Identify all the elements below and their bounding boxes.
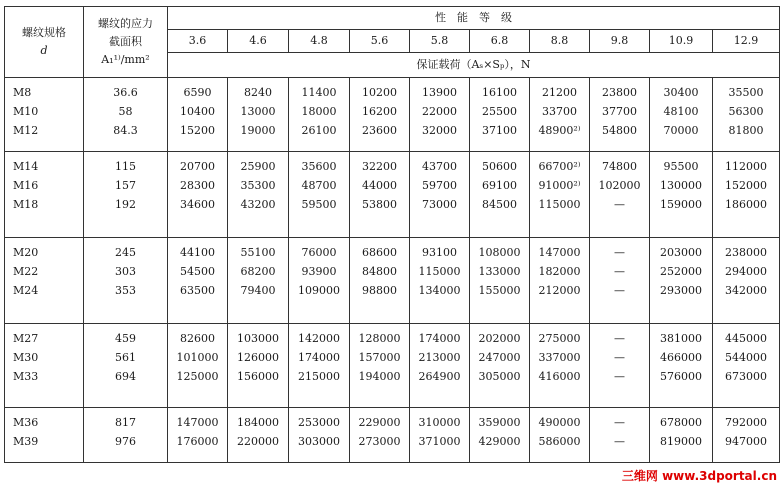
load-value: — bbox=[614, 370, 625, 383]
load-value: 32200 bbox=[362, 160, 397, 173]
load-value: 25900 bbox=[240, 160, 276, 173]
load-cell bbox=[410, 408, 470, 463]
load-value: 792000 bbox=[725, 416, 768, 429]
load-value: 174000 bbox=[418, 332, 461, 345]
load-cell bbox=[168, 238, 228, 324]
load-value: 220000 bbox=[237, 435, 279, 448]
load-value: 79400 bbox=[240, 284, 276, 297]
grade-cell: 4.6 bbox=[228, 30, 289, 53]
row-group bbox=[5, 152, 780, 238]
load-value: 238000 bbox=[725, 246, 768, 259]
load-value: 155000 bbox=[478, 284, 521, 297]
area-value: 817 bbox=[115, 416, 136, 429]
spec-value: M14 bbox=[13, 160, 39, 173]
load-value: 147000 bbox=[538, 246, 581, 259]
row-group bbox=[5, 78, 780, 152]
load-cell bbox=[289, 238, 350, 324]
load-value: 115000 bbox=[418, 265, 461, 278]
area-cell bbox=[84, 152, 168, 238]
load-value: 81800 bbox=[728, 124, 764, 137]
spec-value: M24 bbox=[13, 284, 39, 297]
load-value: 19000 bbox=[240, 124, 276, 137]
load-cell bbox=[530, 78, 590, 152]
load-value: 819000 bbox=[660, 435, 702, 448]
load-cell bbox=[410, 152, 470, 238]
load-cell bbox=[530, 238, 590, 324]
load-cell bbox=[350, 324, 410, 408]
load-cell bbox=[470, 152, 530, 238]
load-value: — bbox=[614, 265, 625, 278]
load-value: 371000 bbox=[418, 435, 461, 448]
bolt-proof-load-table bbox=[4, 6, 780, 463]
load-value: 54500 bbox=[180, 265, 215, 278]
load-cell bbox=[470, 408, 530, 463]
area-value: 303 bbox=[115, 265, 136, 278]
spec-header-cell bbox=[5, 7, 84, 78]
load-value: 176000 bbox=[176, 435, 219, 448]
spec-value: M36 bbox=[13, 416, 39, 429]
area-value: 84.3 bbox=[113, 124, 138, 137]
load-cell bbox=[470, 78, 530, 152]
load-cell bbox=[470, 324, 530, 408]
load-cell bbox=[289, 324, 350, 408]
spec-value: M16 bbox=[13, 179, 39, 192]
load-value: 59700 bbox=[422, 179, 457, 192]
load-value: 359000 bbox=[478, 416, 521, 429]
grade-cell: 4.8 bbox=[289, 30, 350, 53]
load-value: 678000 bbox=[660, 416, 702, 429]
load-value: 174000 bbox=[298, 351, 340, 364]
spec-cell bbox=[5, 78, 84, 152]
load-value: 466000 bbox=[660, 351, 702, 364]
load-value: 6590 bbox=[183, 86, 212, 99]
area-cell bbox=[84, 238, 168, 324]
load-value: 35600 bbox=[301, 160, 337, 173]
load-value: 337000 bbox=[538, 351, 581, 364]
load-cell bbox=[410, 78, 470, 152]
row-group bbox=[5, 324, 780, 408]
area-value: 115 bbox=[115, 160, 136, 173]
load-cell bbox=[350, 152, 410, 238]
load-value: 253000 bbox=[298, 416, 340, 429]
load-value: 203000 bbox=[660, 246, 702, 259]
grade-cell: 3.6 bbox=[168, 30, 228, 53]
load-value: — bbox=[614, 435, 625, 448]
grade-cell: 5.6 bbox=[350, 30, 410, 53]
load-value: 184000 bbox=[237, 416, 279, 429]
load-cell bbox=[289, 78, 350, 152]
load-value: 673000 bbox=[725, 370, 768, 383]
area-value: 245 bbox=[115, 246, 136, 259]
load-value: 48100 bbox=[663, 105, 699, 118]
area-header-unit: A₁¹⁾/mm² bbox=[101, 53, 150, 66]
load-cell bbox=[228, 152, 289, 238]
load-cell bbox=[228, 324, 289, 408]
load-value: 429000 bbox=[478, 435, 521, 448]
load-cell bbox=[590, 408, 650, 463]
load-value: — bbox=[614, 284, 625, 297]
load-value: 13000 bbox=[240, 105, 276, 118]
grade-cell: 9.8 bbox=[590, 30, 650, 53]
load-cell bbox=[350, 408, 410, 463]
area-value: 58 bbox=[118, 105, 133, 118]
load-value: 35500 bbox=[728, 86, 764, 99]
load-value: 576000 bbox=[660, 370, 702, 383]
load-cell bbox=[530, 152, 590, 238]
load-cell bbox=[228, 408, 289, 463]
load-value: 213000 bbox=[418, 351, 461, 364]
spec-cell bbox=[5, 152, 84, 238]
load-value: 8240 bbox=[244, 86, 272, 99]
load-value: 109000 bbox=[298, 284, 340, 297]
load-cell bbox=[650, 152, 713, 238]
header-row-1 bbox=[5, 7, 780, 30]
load-value: 381000 bbox=[660, 332, 702, 345]
load-value: 43700 bbox=[422, 160, 457, 173]
load-value: 26100 bbox=[301, 124, 337, 137]
watermark-logo: 三维网 www.3dportal.cn bbox=[621, 469, 777, 483]
area-cell bbox=[84, 324, 168, 408]
load-cell bbox=[650, 324, 713, 408]
load-cell bbox=[650, 238, 713, 324]
load-cell bbox=[470, 238, 530, 324]
load-value: 82600 bbox=[180, 332, 215, 345]
area-cell bbox=[84, 78, 168, 152]
area-value: 459 bbox=[115, 332, 136, 345]
spec-cell bbox=[5, 238, 84, 324]
load-value: 18000 bbox=[301, 105, 337, 118]
area-header-title-1: 螺纹的应力 bbox=[98, 17, 153, 30]
load-value: 48900²⁾ bbox=[538, 124, 581, 137]
load-value: 126000 bbox=[237, 351, 279, 364]
area-value: 694 bbox=[115, 370, 136, 383]
load-cell bbox=[410, 324, 470, 408]
load-cell bbox=[228, 238, 289, 324]
load-value: 247000 bbox=[478, 351, 521, 364]
spec-cell bbox=[5, 408, 84, 463]
load-value: 202000 bbox=[478, 332, 521, 345]
area-value: 36.6 bbox=[113, 86, 138, 99]
load-value: 186000 bbox=[725, 198, 768, 211]
grade-cell: 10.9 bbox=[650, 30, 713, 53]
load-cell bbox=[168, 152, 228, 238]
load-value: 128000 bbox=[358, 332, 401, 345]
load-value: 70000 bbox=[663, 124, 699, 137]
spec-header-title: 螺纹规格 bbox=[22, 26, 66, 39]
load-value: 76000 bbox=[301, 246, 337, 259]
load-value: 69100 bbox=[482, 179, 517, 192]
load-value: 50600 bbox=[482, 160, 517, 173]
grade-header-title: 性 能 等 级 bbox=[168, 7, 780, 30]
load-value: 30400 bbox=[663, 86, 699, 99]
load-cell bbox=[530, 408, 590, 463]
load-value: 16200 bbox=[362, 105, 397, 118]
spec-cell bbox=[5, 324, 84, 408]
load-value: 59500 bbox=[301, 198, 337, 211]
load-cell bbox=[713, 238, 780, 324]
load-value: 32000 bbox=[422, 124, 457, 137]
load-value: 147000 bbox=[176, 416, 219, 429]
load-value: 34600 bbox=[180, 198, 215, 211]
load-value: 133000 bbox=[478, 265, 521, 278]
load-value: 142000 bbox=[298, 332, 340, 345]
area-header-title-2: 截面积 bbox=[109, 35, 142, 48]
load-value: 93100 bbox=[422, 246, 457, 259]
load-value: — bbox=[614, 198, 625, 211]
load-value: 74800 bbox=[602, 160, 637, 173]
load-value: 13900 bbox=[422, 86, 457, 99]
load-value: 264900 bbox=[418, 370, 461, 383]
load-value: 73000 bbox=[422, 198, 457, 211]
grade-cell: 12.9 bbox=[713, 30, 780, 53]
load-value: 43200 bbox=[240, 198, 276, 211]
area-value: 157 bbox=[115, 179, 136, 192]
load-value: 115000 bbox=[538, 198, 581, 211]
load-value: 33700 bbox=[542, 105, 577, 118]
load-value: 54800 bbox=[602, 124, 637, 137]
area-value: 561 bbox=[115, 351, 136, 364]
load-cell bbox=[168, 324, 228, 408]
spec-value: M18 bbox=[13, 198, 39, 211]
load-cell bbox=[228, 78, 289, 152]
load-value: 20700 bbox=[180, 160, 215, 173]
load-value: 11400 bbox=[301, 86, 337, 99]
load-value: 91000²⁾ bbox=[538, 179, 581, 192]
spec-value: M30 bbox=[13, 351, 39, 364]
spec-value: M33 bbox=[13, 370, 39, 383]
load-value: 130000 bbox=[660, 179, 702, 192]
load-cell bbox=[168, 408, 228, 463]
load-value: 125000 bbox=[176, 370, 219, 383]
load-value: — bbox=[614, 416, 625, 429]
load-cell bbox=[713, 78, 780, 152]
spec-value: M27 bbox=[13, 332, 39, 345]
area-value: 353 bbox=[115, 284, 136, 297]
load-value: 15200 bbox=[180, 124, 215, 137]
load-value: 37100 bbox=[482, 124, 517, 137]
load-value: 68200 bbox=[240, 265, 276, 278]
load-cell bbox=[590, 152, 650, 238]
area-value: 976 bbox=[115, 435, 136, 448]
load-value: 98800 bbox=[362, 284, 397, 297]
load-cell bbox=[650, 408, 713, 463]
load-cell bbox=[590, 238, 650, 324]
load-value: 159000 bbox=[660, 198, 702, 211]
spec-value: M10 bbox=[13, 105, 39, 118]
load-cell bbox=[350, 238, 410, 324]
load-value: 544000 bbox=[725, 351, 768, 364]
load-value: 194000 bbox=[358, 370, 401, 383]
load-value: 95500 bbox=[663, 160, 699, 173]
spec-header-var: d bbox=[40, 44, 48, 57]
load-cell bbox=[289, 152, 350, 238]
load-value: 21200 bbox=[542, 86, 577, 99]
load-value: 84800 bbox=[362, 265, 397, 278]
load-cell bbox=[713, 408, 780, 463]
load-cell bbox=[590, 78, 650, 152]
load-value: 294000 bbox=[725, 265, 768, 278]
load-value: 586000 bbox=[538, 435, 581, 448]
load-cell bbox=[650, 78, 713, 152]
load-value: 25500 bbox=[482, 105, 517, 118]
load-value: 215000 bbox=[298, 370, 340, 383]
load-value: 48700 bbox=[301, 179, 337, 192]
load-value: 490000 bbox=[538, 416, 581, 429]
load-value: 84500 bbox=[482, 198, 517, 211]
load-value: 22000 bbox=[422, 105, 457, 118]
grade-cell: 5.8 bbox=[410, 30, 470, 53]
load-value: 134000 bbox=[418, 284, 461, 297]
load-header-title: 保证载荷（Aₛ×Sₚ），N bbox=[168, 53, 780, 78]
row-group bbox=[5, 238, 780, 324]
row-group bbox=[5, 408, 780, 463]
spec-value: M39 bbox=[13, 435, 39, 448]
load-cell bbox=[530, 324, 590, 408]
load-value: 103000 bbox=[237, 332, 279, 345]
area-cell bbox=[84, 408, 168, 463]
load-value: 303000 bbox=[298, 435, 340, 448]
load-value: 23600 bbox=[362, 124, 397, 137]
load-value: 63500 bbox=[180, 284, 215, 297]
load-cell bbox=[713, 324, 780, 408]
load-value: 445000 bbox=[725, 332, 768, 345]
spec-value: M22 bbox=[13, 265, 39, 278]
area-value: 192 bbox=[115, 198, 136, 211]
load-value: 156000 bbox=[237, 370, 279, 383]
load-value: 152000 bbox=[725, 179, 768, 192]
load-value: 37700 bbox=[602, 105, 637, 118]
area-header-cell bbox=[84, 7, 168, 78]
load-value: 93900 bbox=[301, 265, 337, 278]
load-value: 947000 bbox=[725, 435, 768, 448]
load-value: 35300 bbox=[240, 179, 276, 192]
load-value: 157000 bbox=[358, 351, 401, 364]
load-value: 229000 bbox=[358, 416, 401, 429]
load-cell bbox=[410, 238, 470, 324]
load-cell bbox=[168, 78, 228, 152]
load-value: 102000 bbox=[598, 179, 641, 192]
load-value: 10200 bbox=[362, 86, 397, 99]
load-value: 44100 bbox=[180, 246, 215, 259]
load-cell bbox=[713, 152, 780, 238]
load-value: 108000 bbox=[478, 246, 521, 259]
load-value: 416000 bbox=[538, 370, 581, 383]
load-value: 68600 bbox=[362, 246, 397, 259]
load-value: 44000 bbox=[362, 179, 397, 192]
load-cell bbox=[350, 78, 410, 152]
load-value: — bbox=[614, 351, 625, 364]
load-value: 112000 bbox=[725, 160, 768, 173]
load-value: 56300 bbox=[728, 105, 764, 118]
load-value: 101000 bbox=[176, 351, 219, 364]
load-value: 342000 bbox=[725, 284, 768, 297]
load-cell bbox=[289, 408, 350, 463]
spec-value: M20 bbox=[13, 246, 39, 259]
spec-value: M8 bbox=[13, 86, 32, 99]
load-value: 293000 bbox=[660, 284, 702, 297]
load-cell bbox=[590, 324, 650, 408]
spec-value: M12 bbox=[13, 124, 39, 137]
load-value: 10400 bbox=[180, 105, 215, 118]
load-value: 66700²⁾ bbox=[538, 160, 581, 173]
load-value: 182000 bbox=[538, 265, 581, 278]
load-value: 53800 bbox=[362, 198, 397, 211]
load-value: 212000 bbox=[538, 284, 581, 297]
grade-cell: 8.8 bbox=[530, 30, 590, 53]
load-value: 305000 bbox=[478, 370, 521, 383]
load-value: 16100 bbox=[482, 86, 517, 99]
load-value: — bbox=[614, 246, 625, 259]
load-value: — bbox=[614, 332, 625, 345]
load-value: 252000 bbox=[660, 265, 702, 278]
load-value: 275000 bbox=[538, 332, 581, 345]
load-value: 28300 bbox=[180, 179, 215, 192]
load-value: 273000 bbox=[358, 435, 401, 448]
load-value: 310000 bbox=[418, 416, 461, 429]
grade-cell: 6.8 bbox=[470, 30, 530, 53]
load-value: 23800 bbox=[602, 86, 637, 99]
load-value: 55100 bbox=[240, 246, 276, 259]
